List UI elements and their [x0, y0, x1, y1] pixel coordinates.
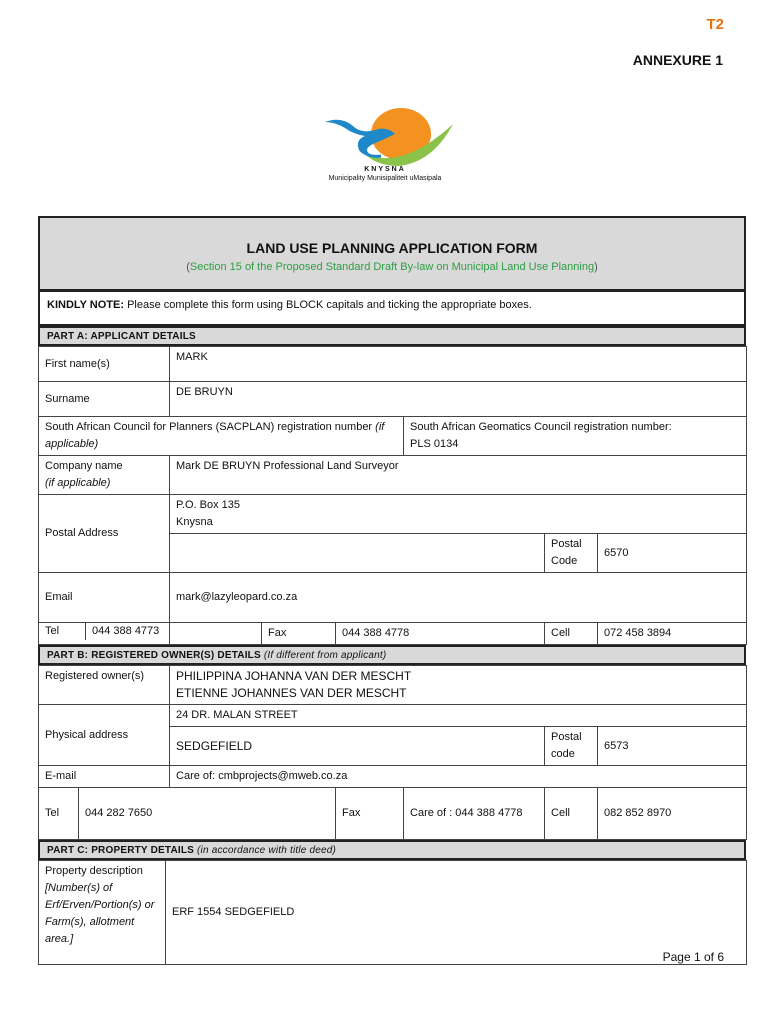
part-b-hint: (If different from applicant)	[263, 650, 387, 661]
owner-fax-field[interactable]: Care of : 044 388 4778	[404, 788, 545, 840]
logo-text	[303, 165, 467, 183]
sacplan-hint: (if applicable)	[45, 421, 385, 450]
property-description-field[interactable]: ERF 1554 SEDGEFIELD	[166, 861, 747, 965]
postal-code-field[interactable]: 6570	[598, 534, 747, 573]
sagc-field[interactable]	[404, 417, 747, 456]
part-a-heading: PART A: APPLICANT DETAILS	[38, 326, 746, 346]
company-hint: (if applicable)	[45, 477, 111, 489]
application-form	[38, 216, 746, 965]
part-b-title: PART B: REGISTERED OWNER(S) DETAILS	[47, 650, 261, 661]
property-description-hint: [Number(s) of Erf/Erven/Portion(s) or Farm(s), allotment area.]	[45, 882, 155, 945]
tel-field-extra	[170, 623, 262, 645]
subtitle-open-paren: (	[186, 261, 190, 273]
form-subtitle	[40, 261, 744, 273]
form-header	[38, 216, 746, 291]
first-name-label: First name(s)	[39, 347, 170, 382]
page-number: Page 1 of 6	[662, 950, 724, 964]
owner-tel-field[interactable]: 044 282 7650	[79, 788, 336, 840]
first-name-field[interactable]: MARK	[170, 347, 747, 382]
logo-name: KNYSNA	[364, 166, 406, 173]
tel-label: Tel	[39, 623, 86, 640]
sagc-label: South African Geomatics Council registration number:	[410, 421, 672, 433]
sacplan-label	[39, 417, 404, 456]
tel-field[interactable]: 044 388 4773	[92, 625, 160, 637]
postal-address-extra-field[interactable]	[170, 534, 545, 573]
fax-label: Fax	[262, 623, 336, 645]
note-text: Please complete this form using BLOCK capitals and ticking the appropriate boxes.	[124, 299, 532, 311]
owner-postal-code-label: Postal code	[545, 727, 598, 766]
kindly-note	[38, 291, 746, 326]
owner-cell-field[interactable]: 082 852 8970	[598, 788, 747, 840]
part-b-heading	[38, 645, 746, 665]
part-c-table	[38, 860, 747, 965]
surname-field[interactable]: DE BRUYN	[170, 382, 747, 417]
document-tag: T2	[706, 16, 724, 33]
postal-line-1: P.O. Box 135	[176, 499, 241, 511]
postal-code-label: Postal Code	[545, 534, 598, 573]
physical-address-label: Physical address	[39, 705, 170, 766]
owner-1: PHILIPPINA JOHANNA VAN DER MESCHT	[176, 669, 412, 683]
owner-2: ETIENNE JOHANNES VAN DER MESCHT	[176, 686, 407, 700]
part-a-table	[38, 346, 747, 645]
sacplan-label-text: South African Council for Planners (SACPLAN) registration number	[45, 421, 373, 433]
owner-postal-code-field[interactable]: 6573	[598, 727, 747, 766]
subtitle-close-paren: )	[594, 261, 598, 273]
form-title: LAND USE PLANNING APPLICATION FORM	[246, 240, 538, 256]
owner-email-label: E-mail	[39, 766, 170, 788]
physical-line-2-field[interactable]: SEDGEFIELD	[170, 727, 545, 766]
property-description-label	[39, 861, 166, 965]
owner-label: Registered owner(s)	[39, 666, 170, 705]
owner-cell-label: Cell	[545, 788, 598, 840]
postal-address-label: Postal Address	[39, 495, 170, 573]
company-label	[39, 456, 170, 495]
note-label: KINDLY NOTE:	[47, 299, 125, 311]
owner-tel-label: Tel	[39, 788, 79, 840]
company-field[interactable]: Mark DE BRUYN Professional Land Surveyor	[170, 456, 747, 495]
cell-field[interactable]: 072 458 3894	[598, 623, 747, 645]
owner-fax-label: Fax	[336, 788, 404, 840]
tel-row	[39, 623, 170, 645]
sagc-value: PLS 0134	[410, 438, 459, 450]
part-c-title: PART C: PROPERTY DETAILS	[47, 845, 195, 856]
postal-line-2: Knysna	[176, 516, 213, 528]
email-field[interactable]: mark@lazyleopard.co.za	[170, 573, 747, 623]
part-b-table	[38, 665, 747, 840]
annexure-label: ANNEXURE 1	[632, 52, 723, 68]
email-label: Email	[39, 573, 170, 623]
physical-line-1-field[interactable]: 24 DR. MALAN STREET	[170, 705, 747, 727]
cell-label: Cell	[545, 623, 598, 645]
property-description-label-text: Property description	[45, 865, 143, 877]
subtitle-text: Section 15 of the Proposed Standard Draft By-law on Municipal Land Use Planning	[189, 261, 595, 273]
company-label-text: Company name	[45, 460, 123, 472]
logo-tagline: Municipality Munisipaliteit uMasipala	[328, 175, 442, 182]
owner-field[interactable]	[170, 666, 747, 705]
surname-label: Surname	[39, 382, 170, 417]
fax-field[interactable]: 044 388 4778	[336, 623, 545, 645]
owner-email-field[interactable]: Care of: cmbprojects@mweb.co.za	[170, 766, 747, 788]
part-c-hint: (in accordance with title deed)	[197, 845, 337, 856]
postal-address-field[interactable]	[170, 495, 747, 534]
part-c-heading	[38, 840, 746, 860]
